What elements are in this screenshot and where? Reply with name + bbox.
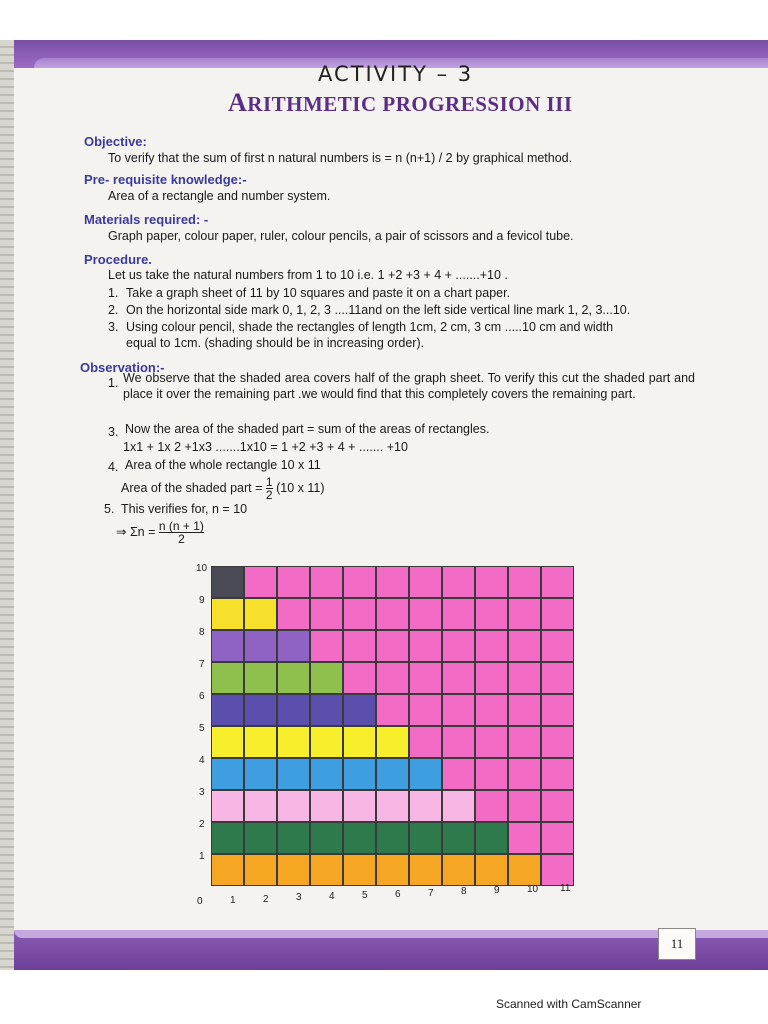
unshaded-cell (376, 662, 409, 694)
shaded-cell (409, 790, 442, 822)
unshaded-cell (442, 726, 475, 758)
shaded-cell (211, 822, 244, 854)
spiral-binding (0, 40, 14, 970)
shaded-cell (211, 758, 244, 790)
unshaded-cell (541, 630, 574, 662)
bottom-decorative-band (14, 930, 768, 970)
shaded-cell (211, 662, 244, 694)
unshaded-cell (475, 598, 508, 630)
objective-text: To verify that the sum of first n natural numbers is = n (n+1) / 2 by graphical method. (108, 151, 573, 165)
procedure-step: 1. Take a graph sheet of 11 by 10 squares and paste it on a chart paper. (108, 286, 511, 300)
shaded-cell (277, 758, 310, 790)
unshaded-cell (541, 694, 574, 726)
shaded-cell (244, 822, 277, 854)
prereq-text: Area of a rectangle and number system. (108, 189, 331, 203)
x-tick-label: 2 (263, 893, 269, 905)
shaded-cell (343, 822, 376, 854)
x-tick-label: 5 (362, 890, 368, 901)
shaded-cell (376, 758, 409, 790)
objective-heading: Objective: (84, 134, 147, 149)
shaded-cell (376, 822, 409, 854)
x-tick-label: 10 (527, 884, 539, 895)
y-tick-label: 4 (199, 755, 205, 766)
unshaded-cell (541, 726, 574, 758)
shaded-cell (376, 726, 409, 758)
unshaded-cell (244, 566, 277, 598)
shaded-cell (475, 822, 508, 854)
observation-point-3: Now the area of the shaded part = sum of the areas of rectangles. (125, 422, 490, 436)
unshaded-cell (277, 598, 310, 630)
unshaded-cell (343, 662, 376, 694)
unshaded-cell (409, 566, 442, 598)
unshaded-cell (508, 598, 541, 630)
shaded-cell (211, 694, 244, 726)
shaded-cell (277, 726, 310, 758)
unshaded-cell (475, 630, 508, 662)
x-tick-label: 7 (428, 887, 434, 899)
materials-text: Graph paper, colour paper, ruler, colour pencils, a pair of scissors and a fevicol tube. (108, 229, 574, 243)
unshaded-cell (376, 566, 409, 598)
shaded-cell (244, 662, 277, 694)
unshaded-cell (508, 790, 541, 822)
shaded-cell (409, 822, 442, 854)
shaded-cell (277, 822, 310, 854)
shaded-cell (442, 822, 475, 854)
unshaded-cell (541, 598, 574, 630)
unshaded-cell (376, 598, 409, 630)
x-tick-label: 11 (560, 882, 571, 894)
unshaded-cell (310, 630, 343, 662)
shaded-cell (343, 726, 376, 758)
y-tick-label: 6 (199, 691, 205, 702)
shaded-cell (277, 790, 310, 822)
materials-heading: Materials required: - (84, 212, 209, 227)
shaded-cell (409, 758, 442, 790)
unshaded-cell (442, 662, 475, 694)
graph-grid (211, 566, 574, 886)
y-tick-label: 8 (199, 627, 205, 638)
shaded-cell (310, 694, 343, 726)
unshaded-cell (442, 598, 475, 630)
sum-formula: ⇒ Σn = $\frac{n (n + 1)}{2}$ (116, 519, 204, 546)
shaded-cell (442, 790, 475, 822)
shaded-cell (310, 790, 343, 822)
unshaded-cell (475, 662, 508, 694)
unshaded-cell (475, 726, 508, 758)
procedure-step: 3. Using colour pencil, shade the rectangles of length 1cm, 2 cm, 3 cm .....10 cm and width (108, 320, 614, 334)
x-tick-label: 6 (395, 888, 401, 900)
unshaded-cell (541, 662, 574, 694)
unshaded-cell (376, 630, 409, 662)
shaded-cell (277, 662, 310, 694)
observation-num: 4. (108, 460, 119, 474)
unshaded-cell (475, 694, 508, 726)
unshaded-cell (508, 822, 541, 854)
observation-num: 5. (104, 502, 115, 516)
page-number: 11 (658, 928, 696, 960)
unshaded-cell (508, 662, 541, 694)
shaded-cell (244, 726, 277, 758)
observation-num: 1. (108, 376, 119, 390)
unshaded-cell (541, 566, 574, 598)
y-tick-label: 2 (199, 819, 205, 830)
title-initial: A (228, 88, 248, 117)
shaded-cell (211, 790, 244, 822)
shaded-cell (310, 854, 343, 886)
shaded-cell (244, 790, 277, 822)
shaded-cell (409, 854, 442, 886)
unshaded-cell (541, 854, 574, 886)
unshaded-cell (376, 694, 409, 726)
x-tick-label: 1 (230, 894, 236, 906)
observation-heading: Observation:- (80, 360, 165, 375)
unshaded-cell (409, 662, 442, 694)
x-tick-label: 4 (329, 891, 335, 903)
prereq-heading: Pre- requisite knowledge:- (84, 172, 247, 187)
observation-point-1: We observe that the shaded area covers half of the graph sheet. To verify this cut the shaded part and place it over the remaining part .we would find that this completely covers the remaining part. (123, 371, 695, 401)
shaded-cell (211, 630, 244, 662)
shaded-cell (310, 662, 343, 694)
unshaded-cell (508, 694, 541, 726)
shaded-cell (310, 726, 343, 758)
unshaded-cell (277, 566, 310, 598)
shaded-cell (376, 854, 409, 886)
shaded-cell (310, 758, 343, 790)
x-tick-label: 3 (296, 892, 302, 904)
scanner-footer: Scanned with CamScanner (496, 997, 642, 1011)
shaded-cell (343, 854, 376, 886)
unshaded-cell (475, 566, 508, 598)
unshaded-cell (409, 694, 442, 726)
shaded-cell (277, 694, 310, 726)
shaded-cell (376, 790, 409, 822)
unshaded-cell (409, 598, 442, 630)
unshaded-cell (508, 566, 541, 598)
shaded-cell (244, 694, 277, 726)
unshaded-cell (310, 566, 343, 598)
y-tick-label: 3 (199, 787, 205, 798)
procedure-step: equal to 1cm. (shading should be in increasing order). (126, 336, 425, 350)
unshaded-cell (310, 598, 343, 630)
observation-point-4: Area of the whole rectangle 10 x 11 (125, 458, 321, 472)
shaded-cell (343, 790, 376, 822)
shaded-cell (343, 694, 376, 726)
unshaded-cell (508, 630, 541, 662)
unshaded-cell (343, 598, 376, 630)
observation-point-5: This verifies for, n = 10 (121, 502, 248, 516)
unshaded-cell (409, 630, 442, 662)
unshaded-cell (442, 758, 475, 790)
procedure-heading: Procedure. (84, 252, 152, 267)
unshaded-cell (442, 566, 475, 598)
shaded-cell (211, 566, 244, 598)
unshaded-cell (442, 630, 475, 662)
y-tick-label: 1 (199, 851, 205, 862)
shaded-cell (442, 854, 475, 886)
x-tick-label: 8 (461, 886, 467, 898)
x-tick-label: 0 (197, 896, 203, 907)
unshaded-cell (475, 790, 508, 822)
unshaded-cell (343, 630, 376, 662)
observation-shaded-area: Area of the shaded part = $\frac{1}{2}$ (10 x 11) (121, 475, 325, 502)
shaded-cell (211, 726, 244, 758)
activity-label: ACTIVITY – 3 (318, 62, 474, 86)
unshaded-cell (508, 726, 541, 758)
unshaded-cell (541, 790, 574, 822)
shaded-cell (244, 598, 277, 630)
shaded-cell (343, 758, 376, 790)
shaded-cell (211, 598, 244, 630)
shaded-cell (244, 758, 277, 790)
procedure-step: 2. On the horizontal side mark 0, 1, 2, 3 ....11and on the left side vertical line mark 1, 2, 3...10. (108, 303, 631, 317)
shaded-cell (244, 854, 277, 886)
y-tick-label: 5 (199, 723, 205, 734)
shaded-cell (211, 854, 244, 886)
shaded-cell (310, 822, 343, 854)
y-tick-label: 9 (199, 595, 205, 606)
title-rest: RITHMETIC PROGRESSION III (247, 92, 573, 116)
unshaded-cell (508, 758, 541, 790)
unshaded-cell (442, 694, 475, 726)
observation-point-3-sum: 1x1 + 1x 2 +1x3 .......1x10 = 1 +2 +3 + 4 + ....... +10 (123, 440, 408, 454)
unshaded-cell (475, 758, 508, 790)
procedure-intro: Let us take the natural numbers from 1 to 10 i.e. 1 +2 +3 + 4 + .......+10 . (108, 268, 508, 282)
unshaded-cell (541, 822, 574, 854)
y-tick-label: 10 (196, 563, 208, 574)
unshaded-cell (409, 726, 442, 758)
shaded-cell (475, 854, 508, 886)
shaded-cell (508, 854, 541, 886)
unshaded-cell (541, 758, 574, 790)
unshaded-cell (343, 566, 376, 598)
shaded-cell (244, 630, 277, 662)
x-tick-label: 9 (494, 885, 500, 897)
page-title (228, 88, 573, 118)
observation-num: 3. (108, 425, 119, 439)
shaded-cell (277, 630, 310, 662)
y-tick-label: 7 (199, 659, 205, 670)
shaded-cell (277, 854, 310, 886)
